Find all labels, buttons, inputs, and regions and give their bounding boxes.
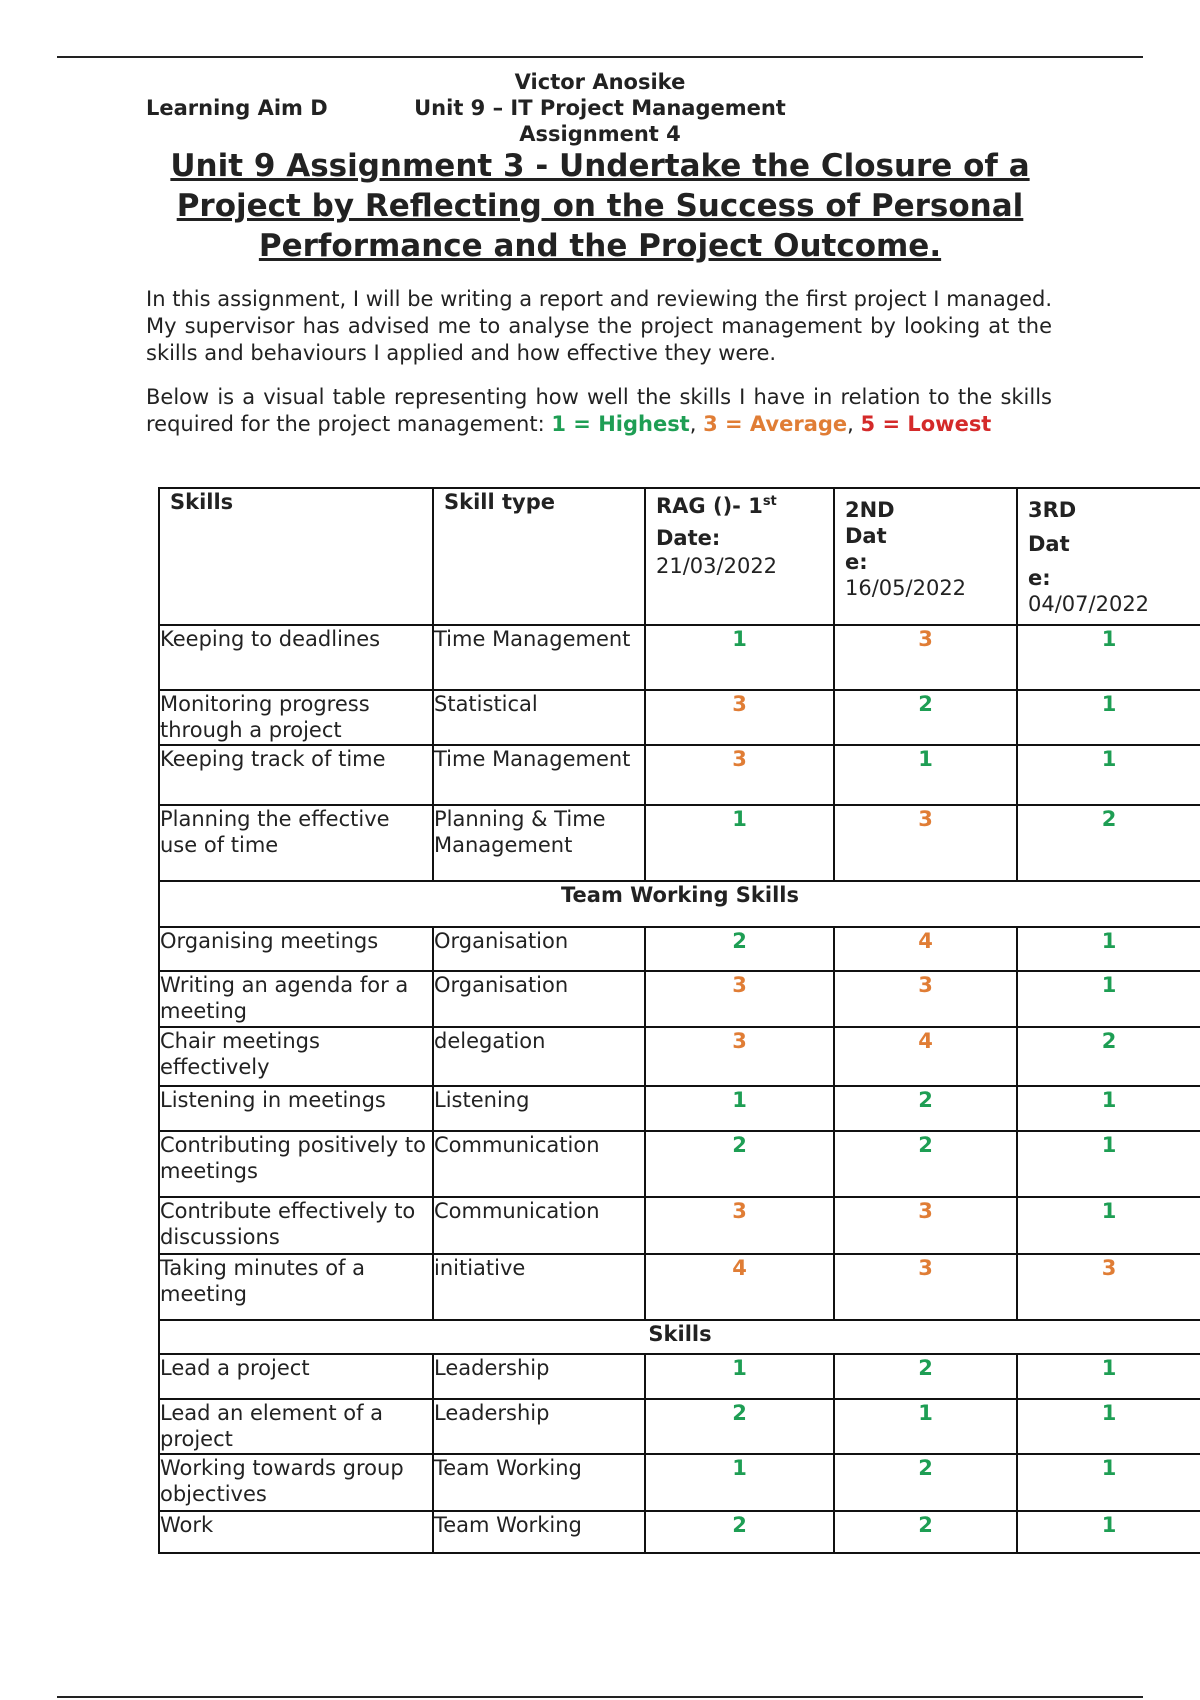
rating-2-cell: 2	[834, 1511, 1017, 1553]
rating-3-cell: 1	[1017, 745, 1200, 805]
table-row	[159, 745, 1200, 805]
second-label-c: e:	[845, 550, 868, 574]
table-row	[159, 1454, 1200, 1511]
skill-cell: Keeping to deadlines	[159, 625, 433, 690]
rating-1-cell: 3	[645, 690, 834, 745]
rating-1-cell: 3	[645, 1197, 834, 1254]
second-label-b: Dat	[845, 524, 887, 548]
bottom-rule	[57, 1696, 1143, 1698]
rating-1-cell: 1	[645, 1454, 834, 1511]
skill-type-cell: Organisation	[433, 927, 645, 971]
rating-1-cell: 3	[645, 1027, 834, 1086]
table-row	[159, 1354, 1200, 1399]
rating-2-cell: 2	[834, 1086, 1017, 1131]
rating-1-cell: 1	[645, 1086, 834, 1131]
skill-type-cell: Time Management	[433, 745, 645, 805]
header-second-rating	[834, 488, 1017, 625]
skill-type-cell: Team Working	[433, 1454, 645, 1511]
skill-cell: Writing an agenda for a meeting	[159, 971, 433, 1027]
rating-3-cell: 1	[1017, 1197, 1200, 1254]
skill-cell: Listening in meetings	[159, 1086, 433, 1131]
rating-1-cell: 2	[645, 1399, 834, 1454]
table-row	[159, 1254, 1200, 1320]
skill-type-cell: Statistical	[433, 690, 645, 745]
rating-3-cell: 1	[1017, 927, 1200, 971]
intro-paragraph: In this assignment, I will be writing a report and reviewing the first project I managed. My supervisor has advised me to analyse the project management by looking at the skills and behaviours I applied and how effective they were.	[146, 287, 1052, 365]
section-heading: Skills	[159, 1320, 1200, 1354]
skill-cell: Contribute effectively to discussions	[159, 1197, 433, 1254]
rating-2-cell: 3	[834, 1254, 1017, 1320]
rating-3-cell: 1	[1017, 1131, 1200, 1197]
rating-3-cell: 1	[1017, 1354, 1200, 1399]
skill-cell: Planning the effective use of time	[159, 805, 433, 881]
table-body	[159, 625, 1200, 1553]
table-row	[159, 690, 1200, 745]
rating-3-cell: 1	[1017, 625, 1200, 690]
author-name: Victor Anosike	[514, 70, 686, 94]
skill-type-cell: initiative	[433, 1254, 645, 1320]
legend-paragraph: Below is a visual table representing how well the skills I have in relation to the skills required for the project management: 1 = Highest, 3 = Average, 5 = Lowest	[146, 385, 1052, 436]
rating-1-cell: 3	[645, 971, 834, 1027]
skill-cell: Taking minutes of a meeting	[159, 1254, 433, 1320]
unit-title: Unit 9 – IT Project Management	[414, 96, 786, 120]
rating-1-cell: 4	[645, 1254, 834, 1320]
skill-cell: Lead a project	[159, 1354, 433, 1399]
table-row	[159, 971, 1200, 1027]
skill-type-cell: Leadership	[433, 1354, 645, 1399]
table-row	[159, 1027, 1200, 1086]
skill-cell: Keeping track of time	[159, 745, 433, 805]
skill-type-cell: Time Management	[433, 625, 645, 690]
rating-3-cell: 3	[1017, 1254, 1200, 1320]
rating-3-cell: 1	[1017, 1399, 1200, 1454]
top-rule	[57, 56, 1143, 58]
skill-cell: Monitoring progress through a project	[159, 690, 433, 745]
rating-2-cell: 1	[834, 1399, 1017, 1454]
skill-cell: Organising meetings	[159, 927, 433, 971]
skill-cell: Work	[159, 1511, 433, 1553]
rating-1-cell: 2	[645, 1511, 834, 1553]
rating-1-cell: 2	[645, 927, 834, 971]
legend-average: 3 = Average	[703, 412, 848, 436]
third-date: 04/07/2022	[1028, 592, 1150, 616]
rating-3-cell: 1	[1017, 971, 1200, 1027]
skill-type-cell: Organisation	[433, 971, 645, 1027]
rating-3-cell: 1	[1017, 690, 1200, 745]
rating-3-cell: 1	[1017, 1454, 1200, 1511]
rag-label: RAG ()- 1	[656, 494, 763, 518]
rating-2-cell: 2	[834, 690, 1017, 745]
second-label-a: 2ND	[845, 498, 895, 522]
table-row	[159, 625, 1200, 690]
rating-2-cell: 3	[834, 625, 1017, 690]
legend-text: Below is a visual table representing how well the skills I have in relation to the skills required for the project management:	[146, 385, 1052, 436]
third-label-a: 3RD	[1028, 498, 1077, 522]
rating-3-cell: 1	[1017, 1511, 1200, 1553]
table-row	[159, 1399, 1200, 1454]
rating-1-cell: 1	[645, 625, 834, 690]
table-row	[159, 1131, 1200, 1197]
rating-1-cell: 1	[645, 805, 834, 881]
skills-table	[158, 487, 1200, 1554]
skill-type-cell: Planning & Time Management	[433, 805, 645, 881]
skill-type-cell: delegation	[433, 1027, 645, 1086]
skill-type-cell: Team Working	[433, 1511, 645, 1553]
third-label-b: Dat	[1028, 532, 1070, 556]
skill-type-cell: Leadership	[433, 1399, 645, 1454]
date-label: Date:	[656, 526, 721, 550]
skill-cell: Contributing positively to meetings	[159, 1131, 433, 1197]
header-first-rating	[645, 488, 834, 625]
table-row	[159, 1511, 1200, 1553]
learning-aim: Learning Aim D	[146, 96, 328, 120]
second-date: 16/05/2022	[845, 576, 967, 600]
header-skill-type: Skill type	[433, 488, 645, 625]
rating-2-cell: 2	[834, 1354, 1017, 1399]
rating-2-cell: 3	[834, 1197, 1017, 1254]
table-row	[159, 805, 1200, 881]
rating-1-cell: 3	[645, 745, 834, 805]
section-row	[159, 1320, 1200, 1354]
legend-highest: 1 = Highest	[551, 412, 690, 436]
rating-2-cell: 1	[834, 745, 1017, 805]
skill-type-cell: Communication	[433, 1197, 645, 1254]
rag-sup: st	[762, 494, 777, 509]
legend-lowest: 5 = Lowest	[860, 412, 992, 436]
assignment-number: Assignment 4	[519, 122, 681, 146]
rating-3-cell: 2	[1017, 1027, 1200, 1086]
rating-2-cell: 3	[834, 805, 1017, 881]
header-skills: Skills	[159, 488, 433, 625]
third-label-c: e:	[1028, 566, 1051, 590]
skill-cell: Chair meetings effectively	[159, 1027, 433, 1086]
skill-type-cell: Communication	[433, 1131, 645, 1197]
rating-1-cell: 2	[645, 1131, 834, 1197]
rating-2-cell: 3	[834, 971, 1017, 1027]
rating-2-cell: 2	[834, 1131, 1017, 1197]
skill-cell: Working towards group objectives	[159, 1454, 433, 1511]
header-third-rating	[1017, 488, 1200, 625]
skill-type-cell: Listening	[433, 1086, 645, 1131]
first-date: 21/03/2022	[656, 554, 778, 578]
table-row	[159, 1086, 1200, 1131]
skill-cell: Lead an element of a project	[159, 1399, 433, 1454]
section-row	[159, 881, 1200, 927]
document-title: Unit 9 Assignment 3 - Undertake the Closure of a Project by Reflecting on the Success of Personal Performance and the Project Outcome.	[170, 148, 1030, 264]
rating-2-cell: 2	[834, 1454, 1017, 1511]
rating-3-cell: 1	[1017, 1086, 1200, 1131]
section-heading: Team Working Skills	[159, 881, 1200, 927]
table-row	[159, 1197, 1200, 1254]
table-row	[159, 927, 1200, 971]
rating-2-cell: 4	[834, 927, 1017, 971]
rating-3-cell: 2	[1017, 805, 1200, 881]
rating-2-cell: 4	[834, 1027, 1017, 1086]
rating-1-cell: 1	[645, 1354, 834, 1399]
table-header-row	[159, 488, 1200, 625]
